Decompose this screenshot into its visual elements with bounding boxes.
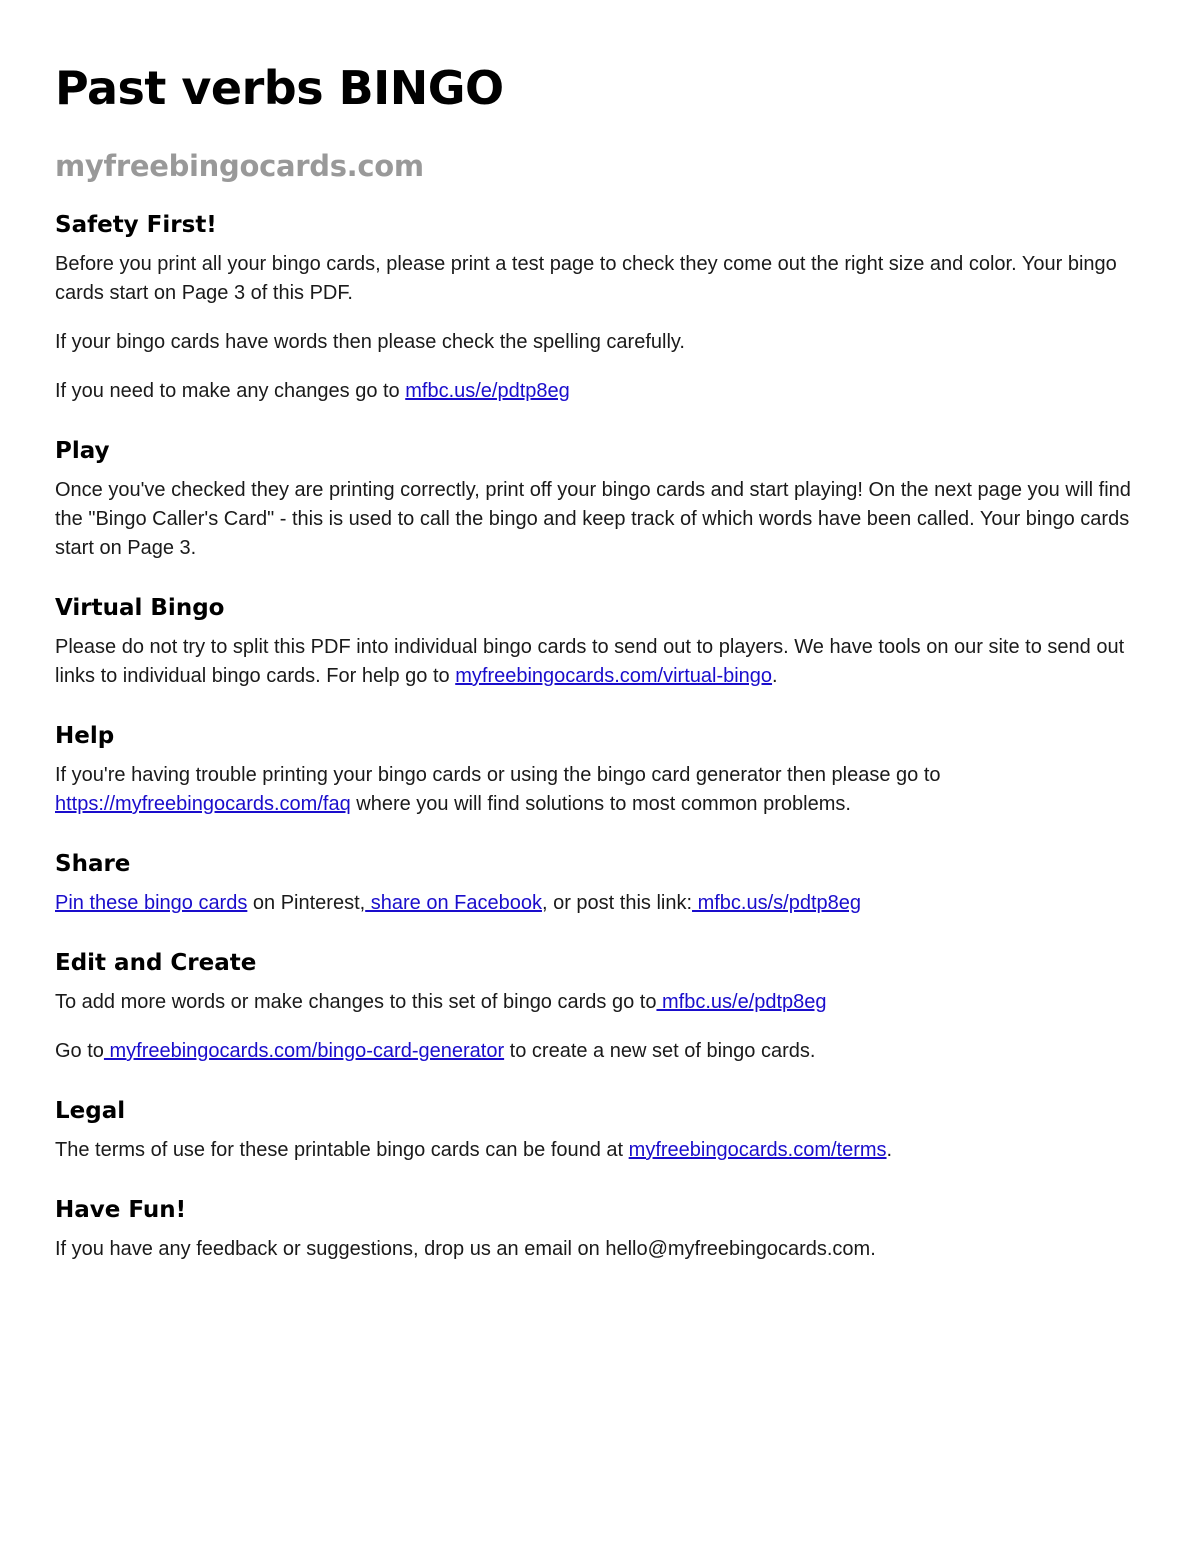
fun-paragraph: If you have any feedback or suggestions, drop us an email on hello@myfreebingocards.com. bbox=[55, 1238, 876, 1260]
faq-link[interactable]: https://myfreebingocards.com/faq bbox=[55, 793, 351, 815]
section-legal bbox=[55, 1096, 1155, 1165]
section-safety-first bbox=[55, 210, 1155, 406]
share-short-link[interactable]: mfbc.us/s/pdtp8eg bbox=[692, 892, 862, 914]
section-heading-virtual-bingo: Virtual Bingo bbox=[55, 595, 225, 621]
facebook-link[interactable]: share on Facebook bbox=[365, 892, 542, 914]
edit-paragraph-2 bbox=[55, 1037, 1155, 1066]
safety-paragraph-1: Before you print all your bingo cards, please print a test page to check they come out the right size and color. Your bingo cards start on Page 3 of this PDF. bbox=[55, 253, 1117, 304]
play-paragraph: Once you've checked they are printing correctly, print off your bingo cards and start playing! On the next page you will find the "Bingo Caller's Card" - this is used to call the bingo and keep track of which words have been called. Your bingo cards start on Page 3. bbox=[55, 479, 1131, 559]
site-name: myfreebingocards.com bbox=[55, 149, 424, 183]
edit-paragraph-2-text: Go to bbox=[55, 1040, 104, 1062]
legal-paragraph bbox=[55, 1136, 1155, 1165]
safety-paragraph-3-text: If you need to make any changes go to bbox=[55, 380, 406, 402]
share-text-2: , or post this link: bbox=[541, 892, 693, 914]
legal-paragraph-end: . bbox=[886, 1139, 893, 1161]
virtual-paragraph bbox=[55, 633, 1155, 691]
section-have-fun bbox=[55, 1195, 1155, 1264]
section-heading-edit-and-create: Edit and Create bbox=[55, 950, 257, 976]
page-title: Past verbs BINGO bbox=[55, 61, 504, 115]
generator-link[interactable]: myfreebingocards.com/bingo-card-generator bbox=[103, 1040, 505, 1062]
share-text-1: on Pinterest, bbox=[247, 892, 366, 914]
document-page bbox=[55, 58, 1155, 1264]
section-play bbox=[55, 436, 1155, 563]
virtual-bingo-link[interactable]: myfreebingocards.com/virtual-bingo bbox=[455, 665, 773, 687]
section-heading-have-fun: Have Fun! bbox=[55, 1197, 187, 1223]
legal-paragraph-text: The terms of use for these printable bingo cards can be found at bbox=[55, 1139, 629, 1161]
edit-paragraph-1 bbox=[55, 988, 1155, 1017]
help-paragraph bbox=[55, 761, 1155, 819]
edit-link[interactable]: mfbc.us/e/pdtp8eg bbox=[405, 380, 570, 402]
section-edit-and-create bbox=[55, 948, 1155, 1066]
edit-paragraph-1-text: To add more words or make changes to this set of bingo cards go to bbox=[55, 991, 657, 1013]
section-help bbox=[55, 721, 1155, 819]
edit-paragraph-2-end: to create a new set of bingo cards. bbox=[504, 1040, 816, 1062]
section-virtual-bingo bbox=[55, 593, 1155, 691]
section-heading-safety-first: Safety First! bbox=[55, 212, 217, 238]
terms-link[interactable]: myfreebingocards.com/terms bbox=[628, 1139, 887, 1161]
section-heading-help: Help bbox=[55, 723, 115, 749]
edit-cards-link[interactable]: mfbc.us/e/pdtp8eg bbox=[656, 991, 827, 1013]
help-paragraph-text: If you're having trouble printing your bingo cards or using the bingo card generator then please go to bbox=[55, 764, 941, 786]
help-paragraph-end: where you will find solutions to most common problems. bbox=[350, 793, 851, 815]
section-share bbox=[55, 849, 1155, 918]
safety-paragraph-2: If your bingo cards have words then please check the spelling carefully. bbox=[55, 331, 685, 353]
section-heading-share: Share bbox=[55, 851, 131, 877]
safety-paragraph-3 bbox=[55, 377, 1155, 406]
virtual-paragraph-text: Please do not try to split this PDF into individual bingo cards to send out to players. We have tools on our site to send out links to individual bingo cards. For help go to bbox=[55, 636, 1125, 687]
virtual-paragraph-end: . bbox=[772, 665, 778, 687]
section-heading-play: Play bbox=[55, 438, 110, 464]
section-heading-legal: Legal bbox=[55, 1098, 126, 1124]
share-paragraph bbox=[55, 889, 1155, 918]
pinterest-link[interactable]: Pin these bingo cards bbox=[55, 892, 248, 914]
